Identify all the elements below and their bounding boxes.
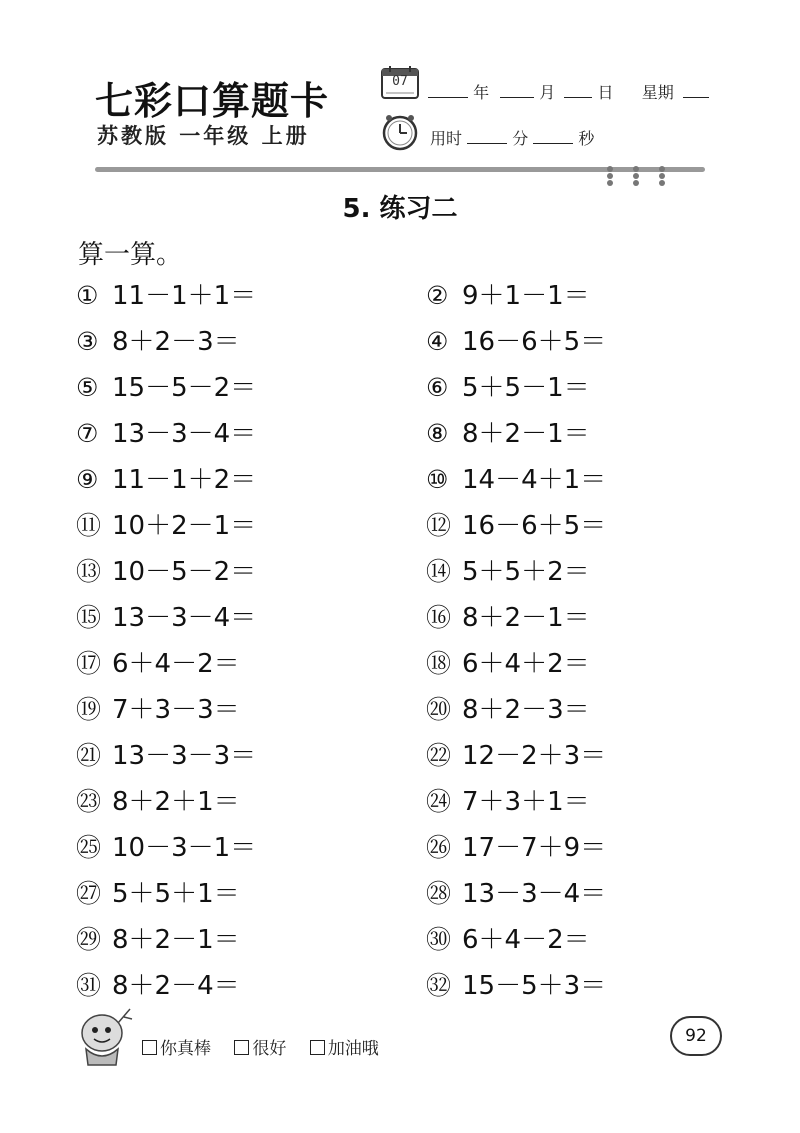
instruction: 算一算。 <box>78 240 183 270</box>
problem-item[interactable]: ㉛ 8＋2－4＝ <box>76 971 240 1001</box>
problem-item[interactable]: ⑧ 8＋2－1＝ <box>426 419 590 449</box>
problem-item[interactable]: ② 9＋1－1＝ <box>426 281 590 311</box>
problem-item[interactable]: ⑬ 10－5－2＝ <box>76 557 257 587</box>
clock-icon <box>380 112 420 152</box>
problem-item[interactable]: ① 11－1＋1＝ <box>76 281 257 311</box>
time-fill-line <box>430 126 594 149</box>
problem-item[interactable]: ⑰ 6＋4－2＝ <box>76 649 240 679</box>
year-blank[interactable] <box>428 83 468 98</box>
weekday-label: 星期 <box>641 83 674 102</box>
weekday-blank[interactable] <box>683 83 709 98</box>
problem-item[interactable]: ⑱ 6＋4＋2＝ <box>426 649 590 679</box>
minutes-blank[interactable] <box>467 129 507 144</box>
brand-subtitle: 苏教版 一年级 上册 <box>97 124 310 148</box>
problem-item[interactable]: ⑥ 5＋5－1＝ <box>426 373 590 403</box>
problem-item[interactable]: ⑪ 10＋2－1＝ <box>76 511 257 541</box>
problem-item[interactable]: ⑯ 8＋2－1＝ <box>426 603 590 633</box>
problem-item[interactable]: ④ 16－6＋5＝ <box>426 327 607 357</box>
calendar-number: 07 <box>392 74 408 89</box>
time-label: 用时 <box>430 129 463 148</box>
checkbox[interactable] <box>142 1040 157 1055</box>
month-blank[interactable] <box>500 83 534 98</box>
section-title: 5. 练习二 <box>342 194 458 224</box>
brand-title: 七彩口算题卡 <box>95 78 330 123</box>
problem-item[interactable]: ㉓ 8＋2＋1＝ <box>76 787 240 817</box>
problem-item[interactable]: ⑲ 7＋3－3＝ <box>76 695 240 725</box>
problem-item[interactable]: ⑦ 13－3－4＝ <box>76 419 257 449</box>
month-label: 月 <box>539 83 556 102</box>
mascot-illustration <box>72 1003 136 1069</box>
rating-options <box>142 1034 397 1059</box>
problem-item[interactable]: ㉗ 5＋5＋1＝ <box>76 879 240 909</box>
header-divider <box>95 165 705 187</box>
problem-item[interactable]: ⑩ 14－4＋1＝ <box>426 465 607 495</box>
rating-option[interactable]: 你真棒 <box>142 1034 211 1059</box>
problem-item[interactable]: ⑭ 5＋5＋2＝ <box>426 557 590 587</box>
problem-item[interactable]: ㉒ 12－2＋3＝ <box>426 741 607 771</box>
problem-item[interactable]: ㉚ 6＋4－2＝ <box>426 925 590 955</box>
seconds-label: 秒 <box>578 129 595 148</box>
problem-item[interactable]: ⑤ 15－5－2＝ <box>76 373 257 403</box>
checkbox[interactable] <box>234 1040 249 1055</box>
seconds-blank[interactable] <box>533 129 573 144</box>
problem-item[interactable]: ㉔ 7＋3＋1＝ <box>426 787 590 817</box>
problem-item[interactable]: ㉘ 13－3－4＝ <box>426 879 607 909</box>
problem-item[interactable]: ⑫ 16－6＋5＝ <box>426 511 607 541</box>
problem-item[interactable]: ⑨ 11－1＋2＝ <box>76 465 257 495</box>
problem-item[interactable]: ⑮ 13－3－4＝ <box>76 603 257 633</box>
year-label: 年 <box>473 83 490 102</box>
day-blank[interactable] <box>564 83 592 98</box>
problem-item[interactable]: ㉙ 8＋2－1＝ <box>76 925 240 955</box>
date-fill-line <box>428 80 709 103</box>
header <box>0 0 800 185</box>
problem-item[interactable]: ⑳ 8＋2－3＝ <box>426 695 590 725</box>
day-label: 日 <box>597 83 614 102</box>
minutes-label: 分 <box>512 129 529 148</box>
rating-option[interactable]: 很好 <box>234 1034 286 1059</box>
problem-item[interactable]: ㉕ 10－3－1＝ <box>76 833 257 863</box>
problem-item[interactable]: ㉑ 13－3－3＝ <box>76 741 257 771</box>
page-number: 92 <box>670 1016 722 1056</box>
rating-option[interactable]: 加油哦 <box>310 1034 379 1059</box>
problem-item[interactable]: ㉜ 15－5＋3＝ <box>426 971 607 1001</box>
checkbox[interactable] <box>310 1040 325 1055</box>
problem-item[interactable]: ㉖ 17－7＋9＝ <box>426 833 607 863</box>
problem-item[interactable]: ③ 8＋2－3＝ <box>76 327 240 357</box>
